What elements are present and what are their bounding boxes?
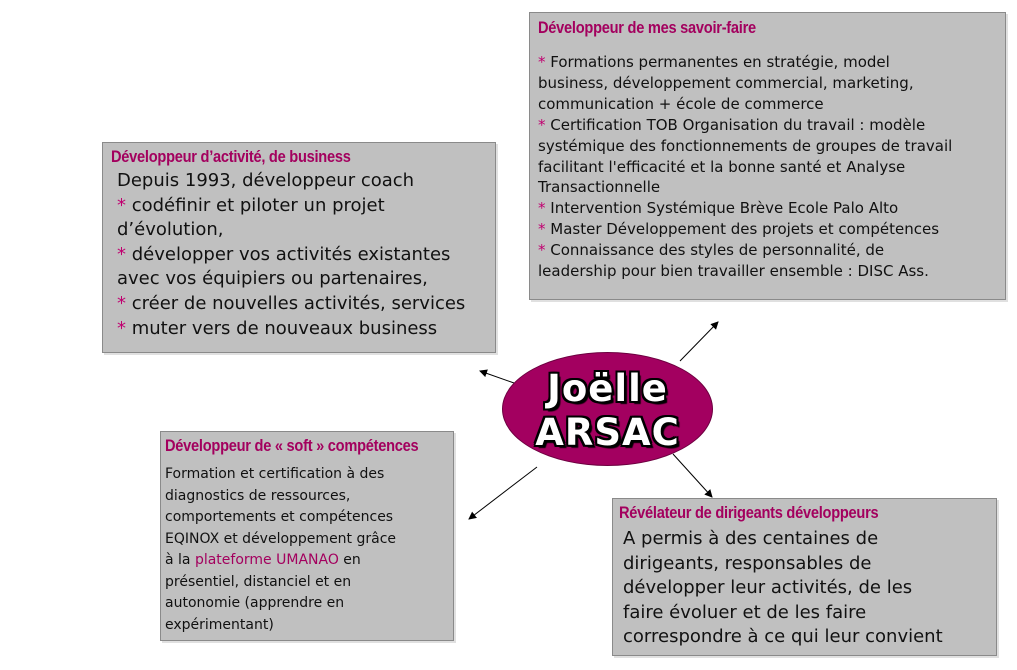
text-line: * Intervention Systémique Brève Ecole Palo Alto: [538, 199, 899, 218]
box-title: Révélateur de dirigeants développeurs: [619, 503, 879, 522]
text-line: * développer vos activités existantes: [117, 243, 451, 265]
text-line: avec vos équipiers ou partenaires,: [117, 268, 428, 290]
text-line: dirigeants, responsables de: [623, 552, 872, 574]
first-name: Joëlle: [547, 367, 668, 410]
text-line: comportements et compétences: [165, 509, 394, 525]
box-know-how: [529, 12, 1006, 300]
box-business-developer: [102, 142, 496, 353]
arrow-bottom-left: [469, 467, 537, 519]
box-soft-skills: [160, 431, 454, 641]
text-line: leadership pour bien travailler ensemble : DISC Ass.: [538, 262, 929, 281]
box-leader-revealer: [612, 498, 997, 656]
text-line: EQINOX et développement grâce: [165, 530, 397, 547]
text-line: développer leur activités, de les: [623, 577, 913, 598]
text-line: * Formations permanentes en stratégie, model: [538, 53, 890, 71]
text-line: faire évoluer et de les faire: [623, 601, 867, 623]
umanao-platform-link: plateforme UMANAO: [194, 552, 339, 568]
box-body: [117, 169, 487, 341]
text-line: A permis à des centaines de: [623, 528, 879, 549]
text-line: autonomie (apprendre en: [165, 595, 345, 611]
center-name-ellipse: [502, 352, 713, 466]
box-body: [623, 527, 990, 650]
box-body: [538, 52, 997, 282]
arrow-bottom-right: [673, 454, 712, 497]
text-line: communication + école de commerce: [538, 94, 824, 113]
text-line: * Certification TOB Organisation du travail : modèle: [538, 115, 926, 134]
text-line: systémique des fonctionnements de groupes de travail: [538, 136, 953, 155]
box-title: Développeur de « soft » compétences: [165, 436, 419, 455]
box-title: Développeur de mes savoir-faire: [538, 18, 756, 37]
arrow-top-right: [680, 322, 718, 361]
text-line: Depuis 1993, développeur coach: [117, 170, 415, 191]
text-line: diagnostics de ressources,: [165, 487, 351, 504]
text-line: * Connaissance des styles de personnalité, de: [538, 241, 885, 260]
text-line: business, développement commercial, marketing,: [538, 73, 914, 92]
last-name: ARSAC: [535, 411, 680, 454]
text-line: expérimentant): [165, 616, 274, 633]
text-line: Formation et certification à des: [165, 466, 385, 482]
text-line: facilitant l'efficacité et la bonne santé et Analyse: [538, 157, 906, 176]
box-title: Développeur d’activité, de business: [111, 147, 351, 166]
text-line: * codéfinir et piloter un projet: [117, 194, 385, 216]
text-line: correspondre à ce qui leur convient: [623, 626, 943, 647]
text-line: * Master Développement des projets et compétences: [538, 220, 940, 239]
box-body: [165, 464, 449, 636]
text-line: * muter vers de nouveaux business: [117, 317, 438, 339]
text-line: Transactionnelle: [538, 178, 661, 197]
text-line: * créer de nouvelles activités, services: [117, 292, 466, 314]
text-line: d’évolution,: [117, 219, 224, 241]
text-line: présentiel, distanciel et en: [165, 573, 352, 590]
text-line: à la plateforme UMANAO en: [165, 552, 361, 568]
